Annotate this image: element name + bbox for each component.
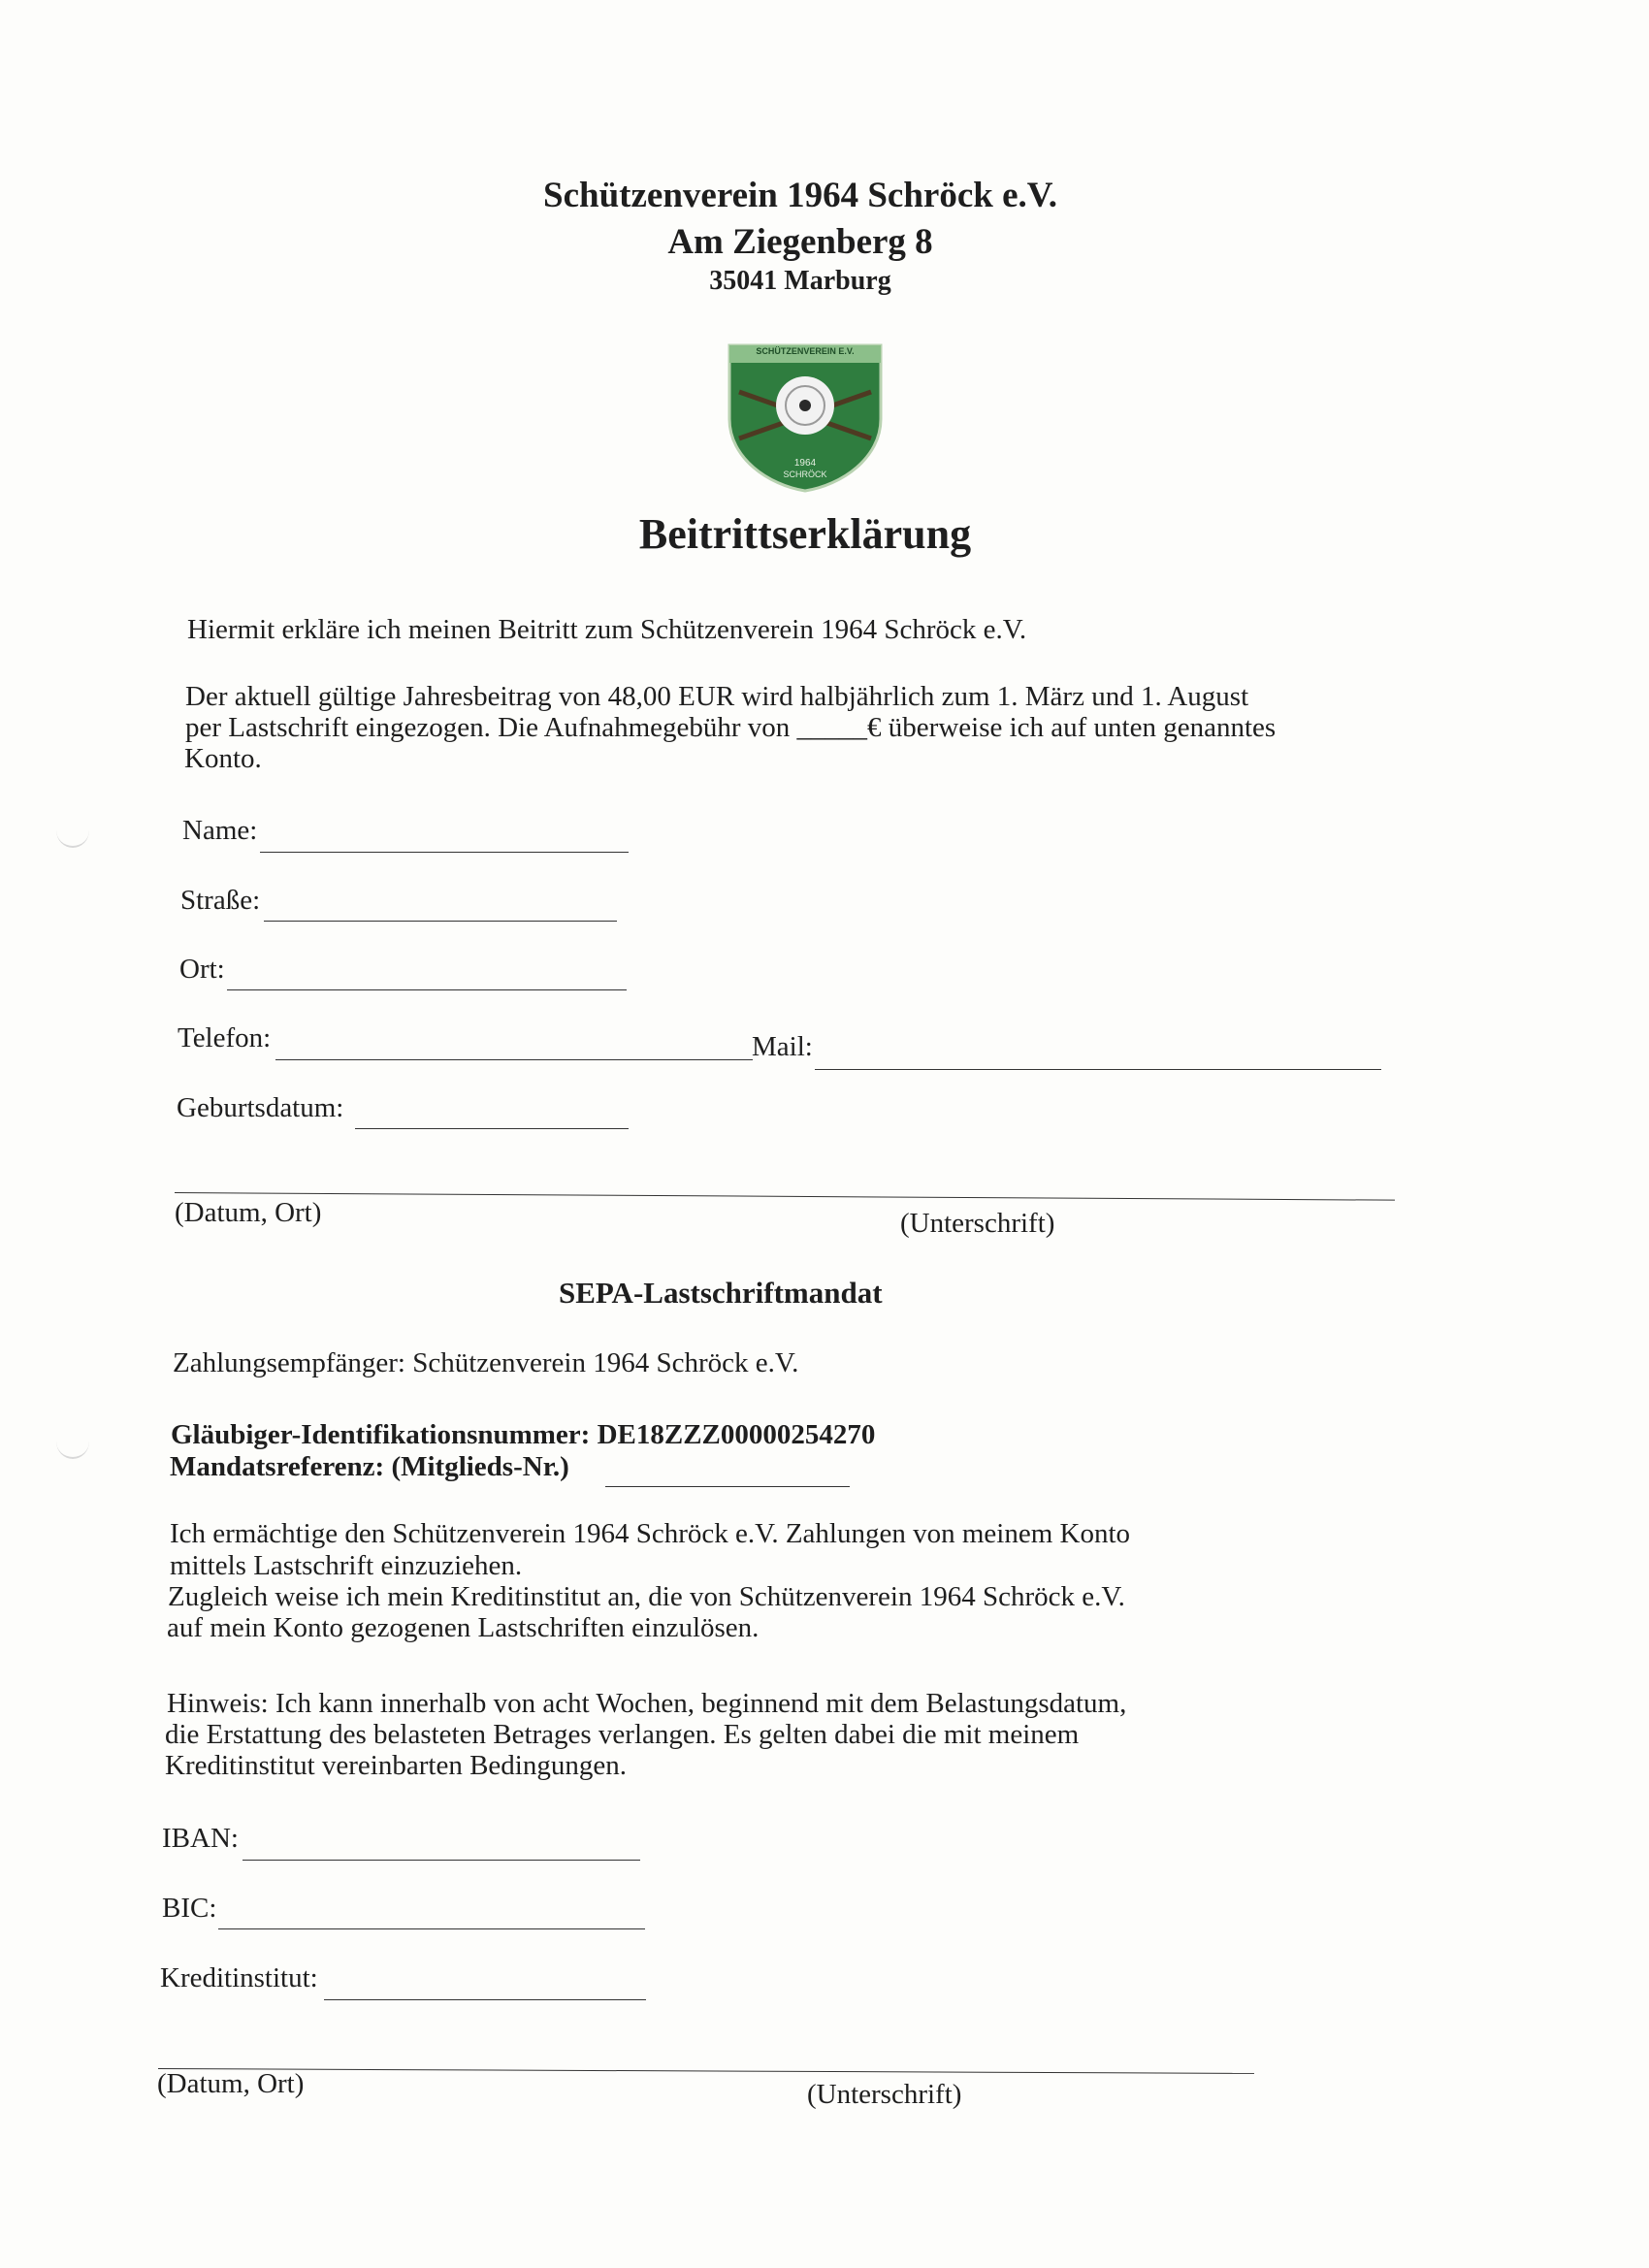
iban-label: IBAN:: [162, 1823, 239, 1854]
signature-label-1: (Unterschrift): [900, 1208, 1055, 1239]
sepa-auth-line-2: mittels Lastschrift einzuziehen.: [170, 1550, 523, 1581]
sepa-creditor-id: Gläubiger-Identifikationsnummer: DE18ZZZ00000254270: [171, 1419, 876, 1450]
punch-hole-top: [56, 813, 89, 848]
name-input-line[interactable]: [260, 852, 629, 853]
sepa-auth-line-1: Ich ermächtige den Schützenverein 1964 Schröck e.V. Zahlungen von meinem Konto: [170, 1518, 1131, 1549]
bank-input-line[interactable]: [324, 1999, 646, 2000]
mail-label: Mail:: [752, 1031, 813, 1062]
form-title: Beitrittserklärung: [638, 510, 972, 558]
phone-input-line[interactable]: [275, 1059, 753, 1060]
club-crest-logo: [726, 341, 885, 493]
phone-label: Telefon:: [178, 1022, 272, 1053]
club-street: Am Ziegenberg 8: [667, 222, 933, 262]
mandate-ref-input-line[interactable]: [605, 1486, 850, 1487]
city-input-line[interactable]: [227, 989, 627, 990]
birthdate-label: Geburtsdatum:: [177, 1092, 344, 1123]
crest-top-text: SCHÜTZENVEREIN E.V.: [756, 346, 855, 356]
sepa-auth-line-3: Zugleich weise ich mein Kreditinstitut an, die von Schützenverein 1964 Schröck e.V.: [168, 1581, 1125, 1612]
signature-line-1[interactable]: [175, 1192, 1395, 1201]
intro-line-1: Hiermit erkläre ich meinen Beitritt zum Schützenverein 1964 Schröck e.V.: [187, 614, 1027, 645]
mail-input-line[interactable]: [815, 1069, 1381, 1070]
date-place-label-1: (Datum, Ort): [175, 1197, 322, 1228]
sepa-note-line-1: Hinweis: Ich kann innerhalb von acht Wochen, beginnend mit dem Belastungsdatum,: [167, 1688, 1127, 1719]
iban-input-line[interactable]: [242, 1860, 640, 1861]
city-label: Ort:: [179, 954, 225, 985]
birthdate-input-line[interactable]: [355, 1128, 629, 1129]
signature-line-2[interactable]: [158, 2068, 1254, 2074]
sepa-title: SEPA-Lastschriftmandat: [559, 1276, 883, 1310]
date-place-label-2: (Datum, Ort): [157, 2068, 305, 2099]
sepa-mandate-ref: Mandatsreferenz: (Mitglieds-Nr.): [170, 1451, 569, 1482]
intro-line-4: Konto.: [184, 743, 262, 774]
punch-hole-bottom: [56, 1424, 89, 1459]
bank-label: Kreditinstitut:: [160, 1962, 318, 1993]
crest-year: 1964: [793, 458, 817, 469]
sepa-auth-line-4: auf mein Konto gezogenen Lastschriften einzulösen.: [167, 1612, 760, 1643]
sepa-note-line-3: Kreditinstitut vereinbarten Bedingungen.: [165, 1750, 627, 1781]
name-label: Name:: [182, 815, 258, 846]
intro-line-2: Der aktuell gültige Jahresbeitrag von 48,00 EUR wird halbjährlich zum 1. März und 1. August: [185, 681, 1249, 712]
bic-input-line[interactable]: [218, 1928, 645, 1929]
street-input-line[interactable]: [264, 921, 617, 922]
sepa-payee: Zahlungsempfänger: Schützenverein 1964 Schröck e.V.: [173, 1347, 799, 1378]
intro-line-3: per Lastschrift eingezogen. Die Aufnahmegebühr von _____€ überweise ich auf unten genanntes: [185, 712, 1277, 743]
crest-bottom-text: SCHRÖCK: [783, 470, 827, 479]
club-name: Schützenverein 1964 Schröck e.V.: [543, 176, 1057, 215]
sepa-note-line-2: die Erstattung des belasteten Betrages verlangen. Es gelten dabei die mit meinem: [165, 1719, 1080, 1750]
bic-label: BIC:: [162, 1893, 217, 1924]
signature-label-2: (Unterschrift): [807, 2079, 962, 2110]
club-city: 35041 Marburg: [709, 266, 891, 296]
target-bullseye: [799, 400, 811, 411]
street-label: Straße:: [180, 885, 261, 916]
